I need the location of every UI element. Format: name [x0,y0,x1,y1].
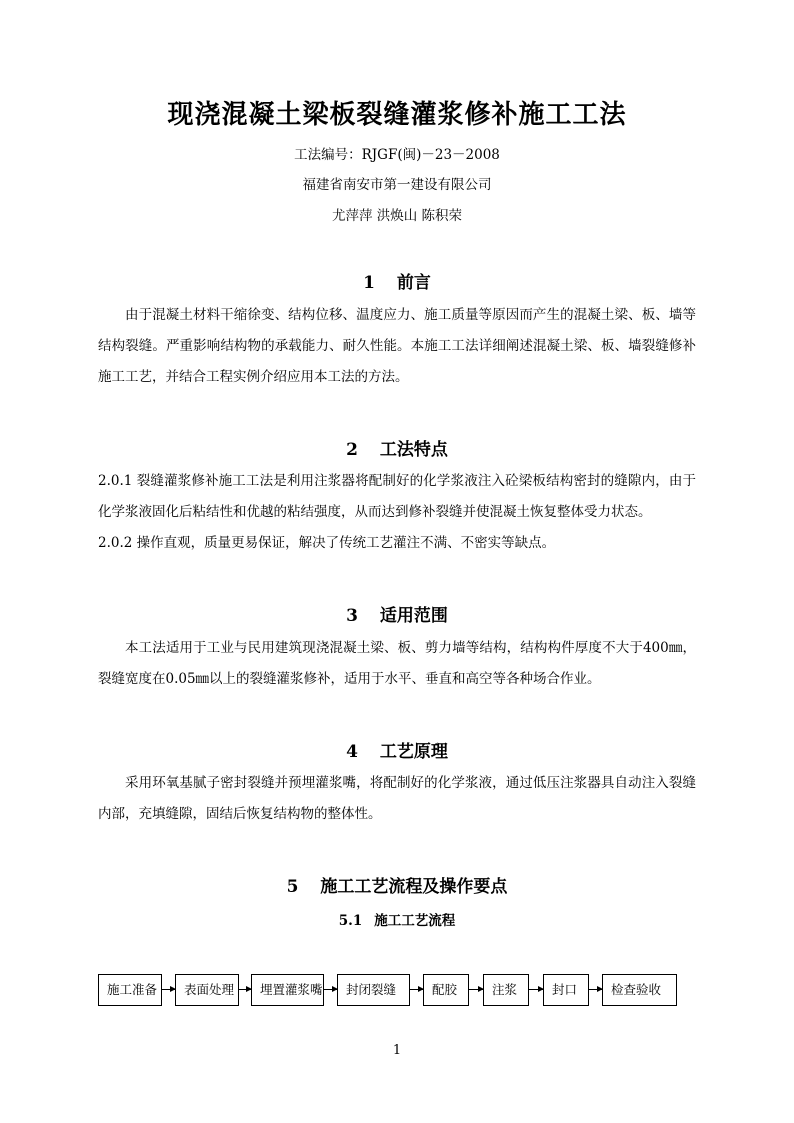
section-number: 2 [346,440,358,460]
section-4-heading [0,737,794,762]
process-flow-diagram [98,974,698,1008]
section-4-body [98,768,696,830]
section-5-heading [0,872,794,897]
page-number: 1 [392,1043,402,1058]
flow-step-box: 表面处理 [175,974,239,1006]
flow-arrow [529,989,543,990]
flow-arrow [469,989,483,990]
section-3-body [98,633,696,695]
paragraph: 2.0.2 操作直观，质量更易保证，解决了传统工艺灌注不满、不密实等缺点。 [98,535,556,551]
section-title: 前言 [396,273,431,293]
section-number: 5 [286,877,299,897]
flow-arrow [162,989,175,990]
paragraph: 采用环氧基腻子密封裂缝并预埋灌浆嘴，将配制好的化学浆液，通过低压注浆器具自动注入裂缝内部，充填缝隙，固结后恢复结构物的整体性。 [98,775,696,822]
method-code: 工法编号：RJGF(闽)－23－2008 [294,147,500,163]
flow-step-box: 封闭裂缝 [337,974,410,1006]
subsection-title: 施工工艺流程 [374,913,456,929]
section-title: 工法特点 [379,440,448,460]
flow-arrow [410,989,423,990]
authors: 尤萍萍 洪焕山 陈积荣 [331,208,463,224]
subsection-number: 5.1 [338,913,363,929]
flow-step-box: 埋置灌浆嘴 [251,974,324,1006]
company-name: 福建省南安市第一建设有限公司 [302,177,492,193]
section-1-body [98,300,696,393]
section-2-heading [0,435,794,460]
section-number: 3 [346,606,358,626]
flow-step-box: 施工准备 [98,974,162,1006]
flow-step-box: 封口 [543,974,589,1006]
flow-step-box: 检查验收 [602,974,677,1006]
section-1-heading [0,268,794,293]
document-title: 现浇混凝土梁板裂缝灌浆修补施工工法 [167,100,627,130]
flow-arrow [589,989,602,990]
subsection-5-1-heading [0,909,794,929]
section-3-heading [0,601,794,626]
section-number: 1 [363,273,375,293]
section-title: 工艺原理 [379,742,448,762]
flow-step-box: 注浆 [483,974,529,1006]
section-title: 施工工艺流程及操作要点 [320,877,508,897]
section-title: 适用范围 [379,606,448,626]
paragraph: 由于混凝土材料干缩徐变、结构位移、温度应力、施工质量等原因而产生的混凝土梁、板、墙等结构裂缝。严重影响结构物的承载能力、耐久性能。本施工工法详细阐述混凝土梁、板、墙裂缝修补施工工艺，并结合工程实例介绍应用本工法的方法。 [98,307,696,385]
paragraph: 本工法适用于工业与民用建筑现浇混凝土梁、板、剪力墙等结构，结构构件厚度不大于400㎜，裂缝宽度在0.05㎜以上的裂缝灌浆修补，适用于水平、垂直和高空等各种场合作业。 [98,640,696,687]
flow-arrow [239,989,251,990]
section-number: 4 [346,742,358,762]
section-2-body [98,466,696,559]
paragraph: 2.0.1 裂缝灌浆修补施工工法是利用注浆器将配制好的化学浆液注入砼梁板结构密封的缝隙内，由于化学浆液固化后粘结性和优越的粘结强度，从而达到修补裂缝并使混凝土恢复整体受力状态。 [98,473,696,520]
flow-step-box: 配胶 [423,974,469,1006]
flow-arrow [324,989,337,990]
